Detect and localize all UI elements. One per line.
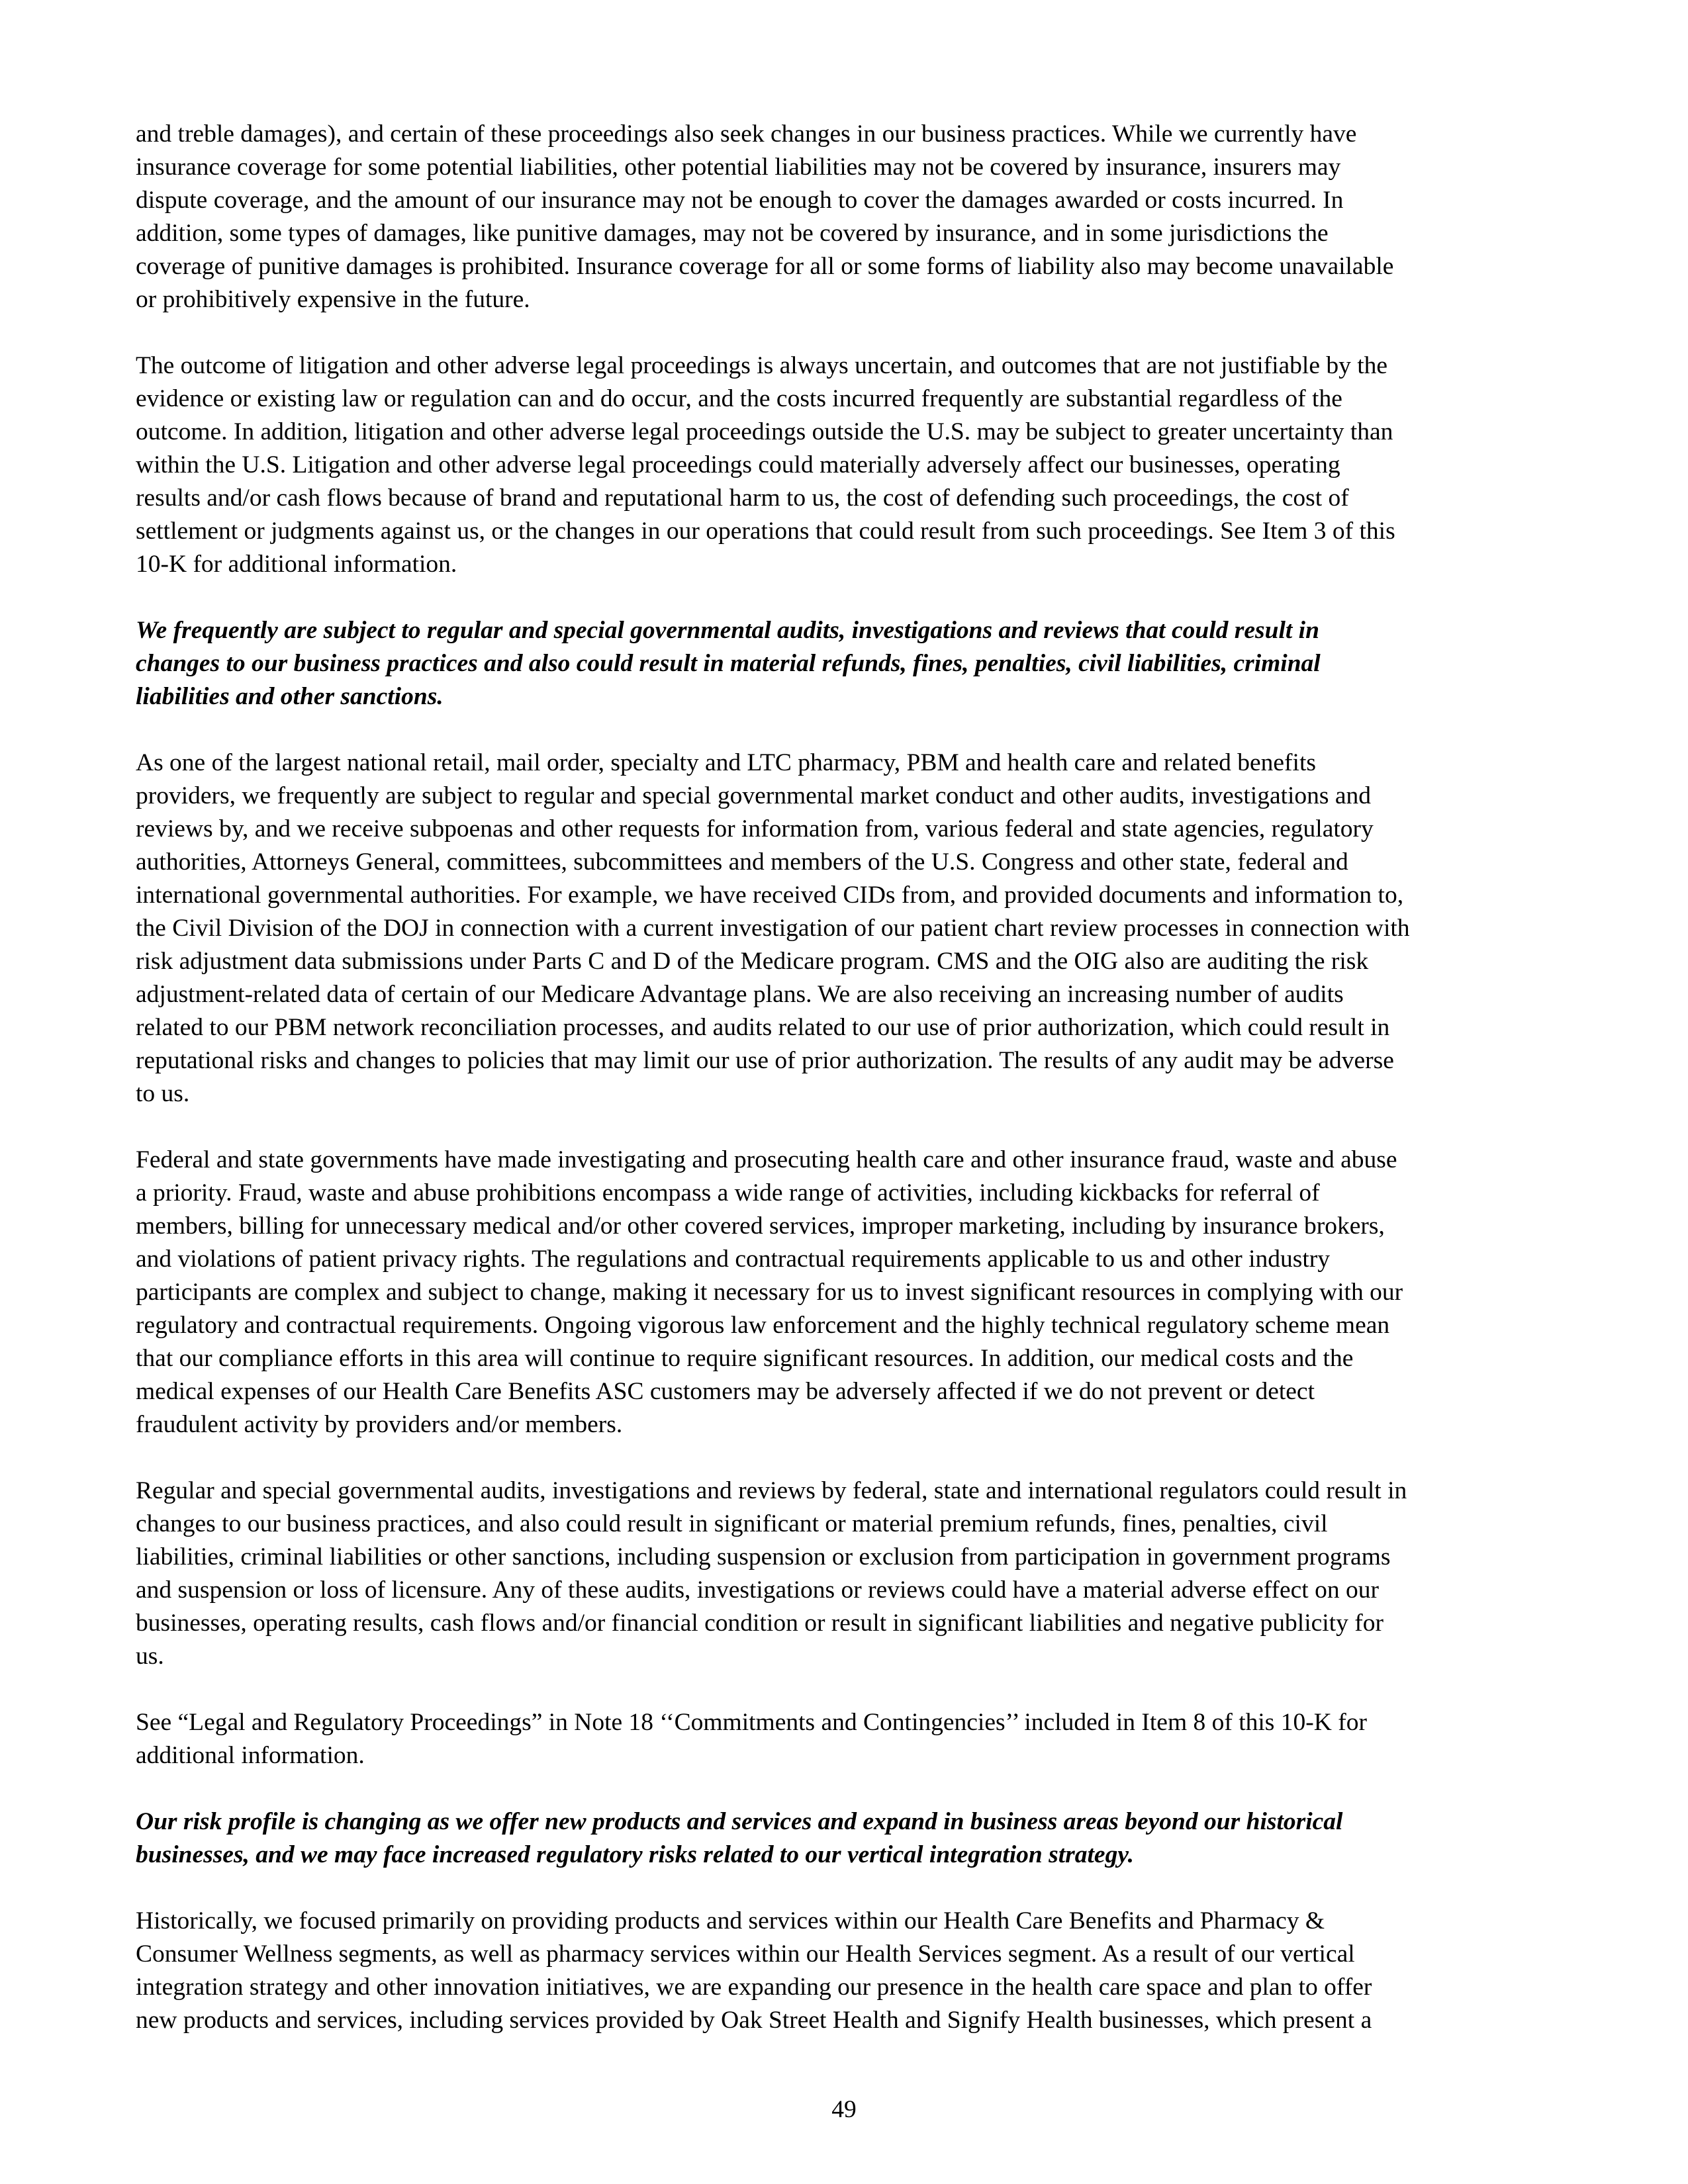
text-line: addition, some types of damages, like punitive damages, may not be covered by insurance, and in some jurisdictions the bbox=[136, 220, 1329, 247]
text-line: risk adjustment data submissions under Parts C and D of the Medicare program. CMS and the OIG also are auditing the risk bbox=[136, 948, 1369, 975]
text-line: to us. bbox=[136, 1080, 190, 1107]
text-line: regulatory and contractual requirements. Ongoing vigorous law enforcement and the highly technical regulatory scheme mean bbox=[136, 1312, 1390, 1339]
text-line: Federal and state governments have made investigating and prosecuting health care and other insurance fraud, waste and abuse bbox=[136, 1146, 1397, 1173]
text-line: new products and services, including services provided by Oak Street Health and Signify Health businesses, which present a bbox=[136, 2007, 1372, 2034]
text-line: Consumer Wellness segments, as well as pharmacy services within our Health Services segment. As a result of our vertical bbox=[136, 1940, 1355, 1968]
text-line: medical expenses of our Health Care Benefits ASC customers may be adversely affected if we do not prevent or detect bbox=[136, 1378, 1315, 1405]
text-line: participants are complex and subject to change, making it necessary for us to invest significant resources in complying with our bbox=[136, 1279, 1403, 1306]
section-heading-risk-profile bbox=[136, 1805, 1559, 1872]
paragraph-fraud-waste-abuse bbox=[136, 1144, 1559, 1441]
text-line: dispute coverage, and the amount of our insurance may not be enough to cover the damages awarded or costs incurred. In bbox=[136, 187, 1344, 214]
text-line: As one of the largest national retail, mail order, specialty and LTC pharmacy, PBM and health care and related benefits bbox=[136, 749, 1316, 776]
heading-line: businesses, and we may face increased regulatory risks related to our vertical integration strategy. bbox=[136, 1841, 1134, 1868]
text-line: reviews by, and we receive subpoenas and other requests for information from, various federal and state agencies, regulatory bbox=[136, 815, 1374, 842]
paragraph-historical-focus bbox=[136, 1905, 1559, 2037]
text-line: fraudulent activity by providers and/or members. bbox=[136, 1411, 623, 1438]
text-line: a priority. Fraud, waste and abuse prohibitions encompass a wide range of activities, including kickbacks for referral of bbox=[136, 1179, 1320, 1206]
paragraph-regulatory-sanctions bbox=[136, 1475, 1559, 1673]
text-line: changes to our business practices, and also could result in significant or material premium refunds, fines, penalties, civil bbox=[136, 1510, 1328, 1537]
paragraph-see-note-18 bbox=[136, 1706, 1559, 1772]
text-line: or prohibitively expensive in the future. bbox=[136, 286, 530, 313]
heading-line: Our risk profile is changing as we offer new products and services and expand in business areas beyond our historical bbox=[136, 1808, 1343, 1835]
text-line: coverage of punitive damages is prohibited. Insurance coverage for all or some forms of liability also may become unavailable bbox=[136, 253, 1394, 280]
text-line: members, billing for unnecessary medical and/or other covered services, improper marketing, including by insurance brokers, bbox=[136, 1212, 1385, 1240]
text-line: authorities, Attorneys General, committees, subcommittees and members of the U.S. Congress and other state, federal and bbox=[136, 848, 1348, 876]
text-line: and suspension or loss of licensure. Any of these audits, investigations or reviews could have a material adverse effect on our bbox=[136, 1576, 1379, 1604]
heading-line: changes to our business practices and also could result in material refunds, fines, penalties, civil liabilities, criminal bbox=[136, 650, 1321, 677]
text-line: additional information. bbox=[136, 1742, 365, 1769]
text-line: providers, we frequently are subject to regular and special governmental market conduct and other audits, investigations and bbox=[136, 782, 1372, 809]
text-line: 10-K for additional information. bbox=[136, 551, 457, 578]
heading-line: We frequently are subject to regular and special governmental audits, investigations and reviews that could result in bbox=[136, 617, 1319, 644]
text-line: businesses, operating results, cash flows and/or financial condition or result in significant liabilities and negative publicity for bbox=[136, 1610, 1383, 1637]
paragraph-insurance-coverage bbox=[136, 118, 1559, 316]
text-line: within the U.S. Litigation and other adverse legal proceedings could materially adversely affect our businesses, operating bbox=[136, 451, 1340, 478]
text-line: results and/or cash flows because of brand and reputational harm to us, the cost of defending such proceedings, the cost of bbox=[136, 484, 1349, 512]
heading-line: liabilities and other sanctions. bbox=[136, 683, 444, 710]
text-line: See “Legal and Regulatory Proceedings” in Note 18 ‘‘Commitments and Contingencies’’ included in Item 8 of this 10-K for bbox=[136, 1709, 1367, 1736]
text-line: The outcome of litigation and other adverse legal proceedings is always uncertain, and outcomes that are not justifiable by the bbox=[136, 352, 1388, 379]
text-line: settlement or judgments against us, or the changes in our operations that could result from such proceedings. See Item 3 of this bbox=[136, 518, 1395, 545]
text-line: and violations of patient privacy rights. The regulations and contractual requirements applicable to us and other industry bbox=[136, 1246, 1331, 1273]
text-line: reputational risks and changes to policies that may limit our use of prior authorization. The results of any audit may be adverse bbox=[136, 1047, 1394, 1074]
section-heading-governmental-audits bbox=[136, 614, 1559, 713]
document-page bbox=[136, 118, 1559, 2070]
text-line: integration strategy and other innovation initiatives, we are expanding our presence in the health care space and plan to offer bbox=[136, 1974, 1372, 2001]
text-line: adjustment-related data of certain of our Medicare Advantage plans. We are also receiving an increasing number of audits bbox=[136, 981, 1344, 1008]
text-line: us. bbox=[136, 1643, 164, 1670]
paragraph-litigation-outcome bbox=[136, 349, 1559, 581]
text-line: Historically, we focused primarily on providing products and services within our Health Care Benefits and Pharmacy & bbox=[136, 1907, 1325, 1934]
text-line: evidence or existing law or regulation can and do occur, and the costs incurred frequently are substantial regardless of the bbox=[136, 385, 1342, 412]
page-number: 49 bbox=[831, 2096, 857, 2123]
text-line: and treble damages), and certain of these proceedings also seek changes in our business practices. While we currently have bbox=[136, 120, 1357, 148]
paragraph-audits-investigations bbox=[136, 747, 1559, 1111]
text-line: Regular and special governmental audits, investigations and reviews by federal, state and international regulators could result in bbox=[136, 1477, 1407, 1504]
text-line: the Civil Division of the DOJ in connection with a current investigation of our patient chart review processes in connection with bbox=[136, 915, 1410, 942]
text-line: insurance coverage for some potential liabilities, other potential liabilities may not be covered by insurance, insurers may bbox=[136, 154, 1341, 181]
text-line: that our compliance efforts in this area will continue to require significant resources. In addition, our medical costs and the bbox=[136, 1345, 1354, 1372]
text-line: outcome. In addition, litigation and other adverse legal proceedings outside the U.S. may be subject to greater uncertainty than bbox=[136, 418, 1393, 445]
text-line: related to our PBM network reconciliation processes, and audits related to our use of prior authorization, which could result in bbox=[136, 1014, 1390, 1041]
text-line: liabilities, criminal liabilities or other sanctions, including suspension or exclusion from participation in government programs bbox=[136, 1543, 1391, 1570]
text-line: international governmental authorities. For example, we have received CIDs from, and provided documents and information to, bbox=[136, 882, 1404, 909]
